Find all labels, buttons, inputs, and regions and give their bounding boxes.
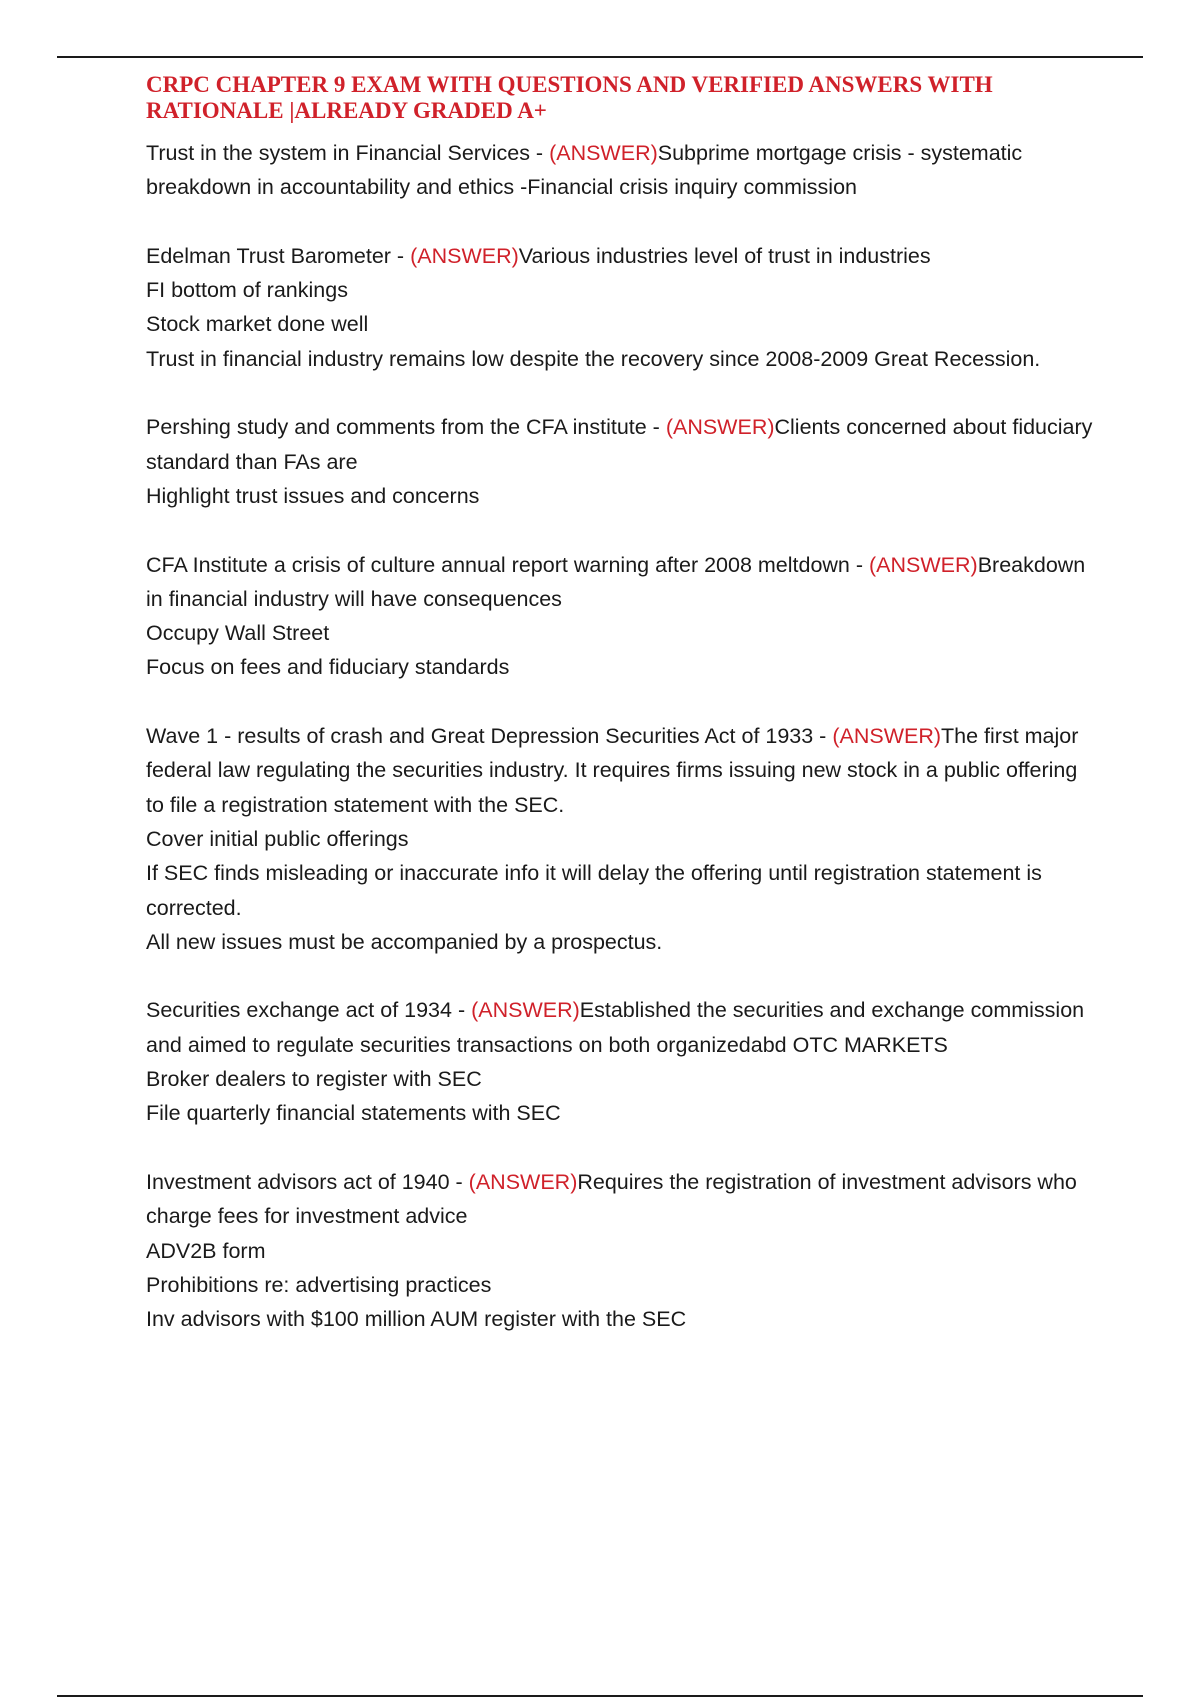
qa-item: [146, 410, 1096, 513]
answer-tag: (ANSWER): [832, 724, 942, 749]
top-divider: [57, 56, 1143, 58]
answer-detail-line: Highlight trust issues and concerns: [146, 483, 480, 508]
question-text: Securities exchange act of 1934 -: [146, 998, 472, 1023]
answer-text: Requires the registration of investment advisors who charge fees for investment advice: [146, 1169, 1077, 1229]
qa-item: [146, 993, 1096, 1130]
qa-question-line: [146, 719, 1096, 822]
answer-detail-line: File quarterly financial statements with SEC: [146, 1101, 561, 1126]
bottom-divider: [57, 1695, 1143, 1697]
answer-tag: (ANSWER): [410, 243, 519, 268]
question-text: Pershing study and comments from the CFA institute -: [146, 415, 666, 440]
answer-tag: (ANSWER): [665, 415, 775, 440]
answer-detail-line: If SEC finds misleading or inaccurate info it will delay the offering until registration statement is corrected.: [146, 861, 1042, 920]
qa-question-line: [146, 548, 1096, 617]
answer-text: Subprime mortgage crisis - systematic breakdown in accountability and ethics -Financial crisis inquiry commission: [146, 141, 1023, 200]
answer-detail-line: Trust in financial industry remains low despite the recovery since 2008-2009 Great Recession.: [146, 346, 1041, 371]
qa-item: [146, 1165, 1096, 1336]
answer-detail-line: ADV2B form: [146, 1238, 266, 1263]
qa-question-line: [146, 136, 1096, 205]
question-text: Investment advisors act of 1940 -: [146, 1169, 469, 1194]
qa-question-line: [146, 1165, 1096, 1234]
qa-question-line: [146, 239, 1096, 273]
answer-text: The first major federal law regulating the securities industry. It requires firms issuing new stock in a public offering to file a registration statement with the SEC.: [146, 724, 1079, 817]
document-body: [146, 72, 1096, 1371]
question-text: Edelman Trust Barometer -: [146, 243, 411, 268]
qa-item: [146, 719, 1096, 959]
qa-item: [146, 548, 1096, 685]
qa-item: [146, 136, 1096, 205]
qa-question-line: [146, 993, 1096, 1062]
answer-text: Breakdown in financial industry will have consequences: [146, 552, 1086, 611]
answer-detail-line: Stock market done well: [146, 312, 369, 337]
qa-item: [146, 239, 1096, 376]
document-title: CRPC CHAPTER 9 EXAM WITH QUESTIONS AND VERIFIED ANSWERS WITH RATIONALE |ALREADY GRADED A+: [146, 72, 993, 123]
qa-question-line: [146, 410, 1096, 479]
question-text: CFA Institute a crisis of culture annual report warning after 2008 meltdown -: [146, 552, 870, 577]
answer-text: Established the securities and exchange commission and aimed to regulate securities transactions on both organizedabd OTC MARKETS: [146, 998, 1085, 1057]
answer-detail-line: Inv advisors with $100 million AUM register with the SEC: [146, 1307, 687, 1332]
answer-detail-line: FI bottom of rankings: [146, 278, 348, 303]
answer-detail-line: All new issues must be accompanied by a prospectus.: [146, 929, 663, 954]
answer-tag: (ANSWER): [869, 552, 978, 577]
qa-list: [146, 136, 1096, 1336]
answer-detail-line: Broker dealers to register with SEC: [146, 1067, 482, 1092]
answer-tag: (ANSWER): [549, 141, 658, 165]
answer-text: Clients concerned about fiduciary standard than FAs are: [146, 415, 1093, 474]
answer-tag: (ANSWER): [468, 1169, 578, 1194]
answer-text: Various industries level of trust in industries: [518, 243, 931, 268]
answer-detail-line: Focus on fees and fiduciary standards: [146, 655, 510, 680]
answer-detail-line: Occupy Wall Street: [146, 621, 330, 646]
question-text: Trust in the system in Financial Services -: [146, 141, 550, 165]
answer-detail-line: Cover initial public offerings: [146, 826, 409, 851]
answer-tag: (ANSWER): [471, 998, 580, 1023]
answer-detail-line: Prohibitions re: advertising practices: [146, 1272, 492, 1297]
question-text: Wave 1 - results of crash and Great Depression Securities Act of 1933 -: [146, 724, 833, 749]
